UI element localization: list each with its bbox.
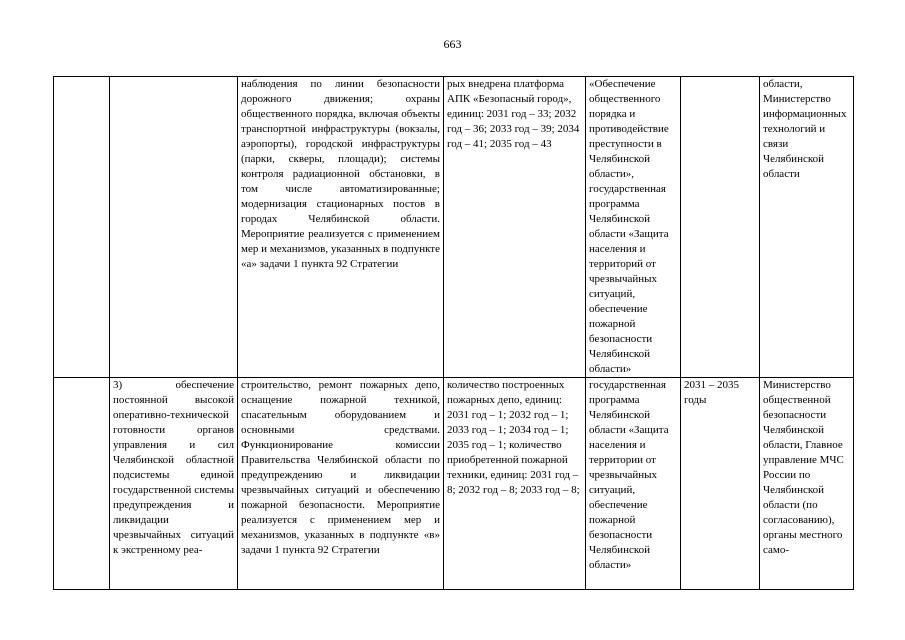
cell-text: 2031 – 2035 годы (684, 379, 739, 406)
cell-text: 3) обеспечение постоянной высокой оперативно-технической готовности органов управления и сил Челябинской областной подсистемы единой государственной системы предупреждения и ликвидации чрезвычайных ситуаций к экстренному реа- (113, 379, 234, 556)
table-cell-measure: наблюдения по линии безопасности дорожного движения; охраны общественного порядка, включая объекты транспортной инфраструктуры (вокзалы, аэропорты), городской инфраструктуры (парки, скверы, площади); системы контроля радиационной обстановки, в том числе автоматизированные; модернизация стационарных постов в городах Челябинской области. Мероприятие реализуется с применением мер и механизмов, указанных в подпункте «а» задачи 1 пункта 92 Стратегии (238, 77, 444, 378)
table-cell-responsible (760, 378, 854, 590)
cell-text: государственная программа Челябинской области «Защита населения и территории от чрезвычайных ситуаций, обеспечение пожарной безопасности Челябинской области» (589, 379, 669, 571)
table-cell-responsible: области, Министерство информационных технологий и связи Челябинской области (760, 77, 854, 378)
table-cell-program (586, 378, 681, 590)
table-cell-period (681, 378, 760, 590)
table-cell-number (54, 378, 110, 590)
cell-text: количество построенных пожарных депо, единиц: 2031 год – 1; 2032 год – 1; 2033 год – 1; 2034 год – 1; 2035 год – 1; количество приобретенной пожарной техники, единиц: 2031 год – 8; 2032 год – 8; 2033 год – 8; (447, 379, 580, 496)
table-cell-number (54, 77, 110, 378)
table-cell-indicator: рых внедрена платформа АПК «Безопасный город», единиц: 2031 год – 33; 2032 год – 36; 2033 год – 39; 2034 год – 41; 2035 год – 43 (444, 77, 586, 378)
table-cell-task (110, 77, 238, 378)
cell-text: строительство, ремонт пожарных депо, оснащение пожарной техникой, спасательным оборудованием и основными средствами. Функционирование комиссии Правительства Челябинской области по предупреждению и ликвидации чрезвычайных ситуаций и обеспечению пожарной безопасности. Мероприятие реализуется с применением мер и механизмов, указанных в подпункте «в» задачи 1 пункта 92 Стратегии (241, 379, 440, 556)
table-cell-program: «Обеспечение общественного порядка и противодействие преступности в Челябинской области», государственная программа Челябинской области «Защита населения и территорий от чрезвычайных ситуаций, обеспечение пожарной безопасности Челябинской области» (586, 77, 681, 378)
measures-table (53, 76, 854, 590)
table-cell-period (681, 77, 760, 378)
table-row (54, 378, 854, 590)
table-cell-indicator (444, 378, 586, 590)
cell-text: Министерство общественной безопасности Челябинской области, Главное управление МЧС России по Челябинской области (по согласованию), органы местного само- (763, 379, 844, 556)
page-number: 663 (443, 37, 462, 51)
cell-text (57, 378, 106, 589)
table-cell-measure (238, 378, 444, 590)
table-cell-task (110, 378, 238, 590)
table-row (54, 77, 854, 378)
